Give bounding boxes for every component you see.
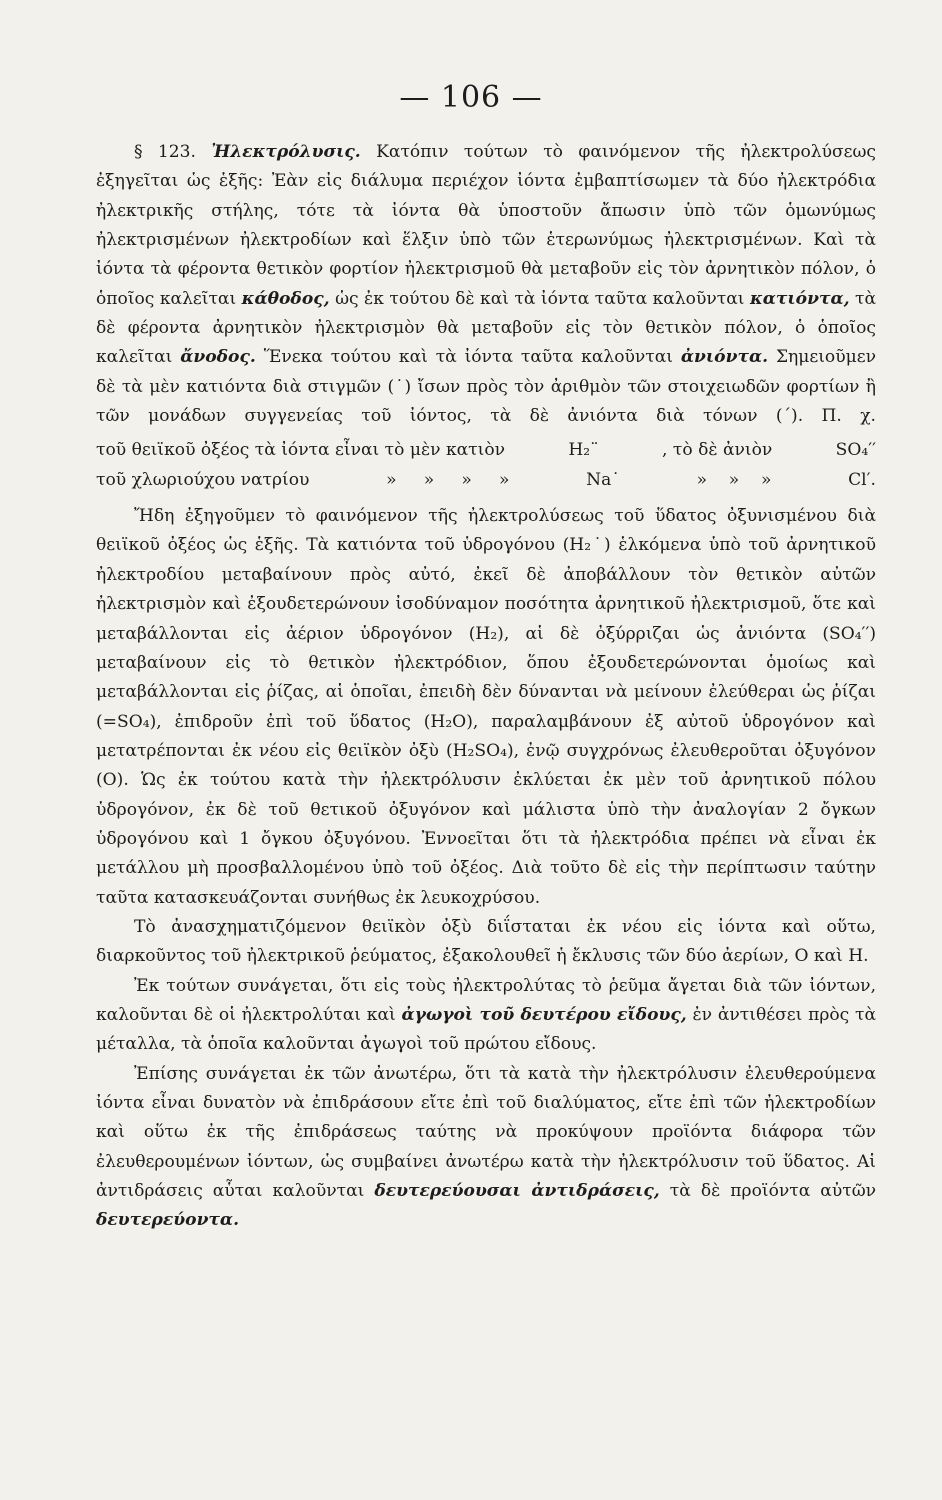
section-title: Ἠλεκτρόλυσις. [211,142,361,162]
term-second-kind-conductors: ἀγωγοὶ τοῦ δευτέρου εἴδους, [401,1004,687,1025]
example-row-sulfuric: τοῦ θειϊκοῦ ὀξέος τὰ ἰόντα εἶναι τὸ μὲν κατιὸν H₂¨ , τὸ δὲ ἀνιὸν SO₄′′ [96,436,876,465]
paragraph-conductors: Ἐκ τούτων συνάγεται, ὅτι εἰς τοὺς ἠλεκτρολύτας τὸ ῥεῦμα ἄγεται διὰ τῶν ἰόντων, καλοῦνται δὲ οἱ ἠλεκτρολύται καὶ ἀγωγοὶ τοῦ δευτέρου εἴδους, ἐν ἀντιθέσει πρὸς τὰ μέταλλα, τὰ ὁποῖα καλοῦνται ἀγωγοὶ τοῦ πρώτου εἴδους. [96,975,877,1055]
term-cations: κατιόντα, [749,288,850,309]
page-text [96,138,876,1236]
example-row-nacl: τοῦ χλωριούχου νατρίου » » » » Na˙ » » » Cl′. [96,466,876,495]
term-anode: ἄνοδος. [180,347,256,368]
section-paragraph: § 123. Ἠλεκτρόλυσις. Κατόπιν τούτων τὸ φαινόμενον τῆς ἠλεκτρολύσεως ἐξηγεῖται ὡς ἑξῆς: Ἐὰν εἰς διάλυμα περιέχον ἰόντα ἐμβαπτίσωμεν τὰ δύο ἠλεκτρόδια ἠλεκτρικῆς στήλης, τότε τὰ ἰόντα θὰ ὑποστοῦν ἄπωσιν ὑπὸ τῶν ὁμωνύμως ἠλεκτρισμένων ἠλεκτροδίων καὶ ἕλξιν ὑπὸ τῶν ἑτερωνύμως ἠλεκτρισμένων. Καὶ τὰ ἰόντα τὰ φέροντα θετικὸν φορτίον ἠλεκτρισμοῦ θὰ μεταβοῦν εἰς τὸν ἀρνητικὸν πόλον, ὁ ὁποῖος καλεῖται κάθοδος, ὡς ἐκ τούτου δὲ καὶ τὰ ἰόντα ταῦτα καλοῦνται κατιόντα, τὰ δὲ φέροντα ἀρνητικὸν ἠλεκτρισμὸν θὰ μεταβοῦν εἰς τὸν θετικὸν πόλον, ὁ ὁποῖος καλεῖται ἄνοδος. Ἕνεκα τούτου καὶ τὰ ἰόντα ταῦτα καλοῦνται ἀνιόντα. Σημειοῦμεν δὲ τὰ μὲν κατιόντα διὰ στιγμῶν (˙) ἴσων πρὸς τὸν ἀριθμὸν τῶν στοιχειωδῶν φορτίων ἢ τῶν μονάδων συγγενείας τοῦ ἰόντος, τὰ δὲ ἀνιόντα διὰ τόνων (΄). Π. χ. [96,142,877,427]
formula-h2: H₂¨ [568,440,599,461]
term-cathode: κάθοδος, [241,288,330,309]
formula-cl: Cl′. [848,469,876,490]
term-secondary-products: δευτερεύοντα. [96,1210,240,1231]
section-number: § 123. [134,142,196,162]
term-secondary-reactions: δευτερεύουσαι ἀντιδράσεις, [374,1181,660,1202]
term-anions: ἀνιόντα. [680,347,769,368]
formula-so4: SO₄′′ [835,440,876,461]
paragraph-secondary-reactions: Ἐπίσης συνάγεται ἐκ τῶν ἀνωτέρω, ὅτι τὰ κατὰ τὴν ἠλεκτρόλυσιν ἐλευθερούμενα ἰόντα εἶναι δυνατὸν νὰ ἐπιδράσουν εἴτε ἐπὶ τοῦ διαλύματος, εἴτε ἐπὶ τῶν ἠλεκτροδίων καὶ οὕτω ἐκ τῆς ἐπιδράσεως ταύτης νὰ προκύψουν προϊόντα διάφορα τῶν ἐλευθερουμένων ἰόντων, ὡς συμβαίνει ἀνωτέρω κατὰ τὴν ἠλεκτρόλυσιν τοῦ ὕδατος. Αἱ ἀντιδράσεις αὗται καλοῦνται δευτερεύουσαι ἀντιδράσεις, τὰ δὲ προϊόντα αὐτῶν δευτερεύοντα. [96,1063,877,1231]
formula-na: Na˙ [586,469,620,490]
paragraph-water-electrolysis: Ἤδη ἐξηγοῦμεν τὸ φαινόμενον τῆς ἠλεκτρολύσεως τοῦ ὕδατος ὀξυνισμένου διὰ θειϊκοῦ ὀξέος ὡς ἑξῆς. Τὰ κατιόντα τοῦ ὑδρογόνου (H₂˙) ἑλκόμενα ὑπὸ τοῦ ἀρνητικοῦ ἠλεκτροδίου μεταβαίνουν πρὸς αὐτό, ἐκεῖ δὲ ἀποβάλλουν τὸν θετικὸν αὐτῶν ἠλεκτρισμὸν καὶ ἐξουδετερώνουν ἰσοδύναμον ποσότητα ἀρνητικοῦ ἠλεκτρισμοῦ, ὅτε καὶ μεταβάλλονται εἰς ἀέριον ὑδρογόνον (H₂), αἱ δὲ ὀξύρριζαι ὡς ἀνιόντα (SO₄′′) μεταβαίνουν εἰς τὸ θετικὸν ἠλεκτρόδιον, ὅπου ἐξουδετερώνονται ὁμοίως καὶ μεταβάλλονται εἰς ῥίζας, αἱ ὁποῖαι, ἐπειδὴ δὲν δύνανται νὰ μείνουν ἐλεύθεραι ὡς ῥίζαι (=SO₄), ἐπιδροῦν ἐπὶ τοῦ ὕδατος (H₂O), παραλαμβάνουν ἐξ αὐτοῦ ὑδρογόνον καὶ μετατρέπονται ἐκ νέου εἰς θειϊκὸν ὀξὺ (H₂SO₄), ἐνῷ συγχρόνως ἐλευθεροῦται ὀξυγόνον (O). Ὡς ἐκ τούτου κατὰ τὴν ἠλεκτρόλυσιν ἐκλύεται ἐκ μὲν τοῦ ἀρνητικοῦ πόλου ὑδρογόνον, ἐκ δὲ τοῦ θετικοῦ ὀξυγόνον καὶ μάλιστα ὑπὸ τὴν ἀναλογίαν 2 ὄγκων ὑδρογόνου καὶ 1 ὄγκου ὀξυγόνου. Ἐννοεῖται ὅτι τὰ ἠλεκτρόδια πρέπει νὰ εἶναι ἐκ μετάλλου μὴ προσβαλλομένου ὑπὸ τοῦ ὀξέος. Διὰ τοῦτο δὲ εἰς τὴν περίπτωσιν ταύτην ταῦτα κατασκευάζονται συνήθως ἐκ λευκοχρύσου. [96,506,876,908]
page-number: — 106 — [399,80,543,115]
paragraph-reformation: Τὸ ἀνασχηματιζόμενον θειϊκὸν ὀξὺ διΐσταται ἐκ νέου εἰς ἰόντα καὶ οὕτω, διαρκοῦντος τοῦ ἠλεκτρικοῦ ῥεύματος, ἐξακολουθεῖ ἡ ἔκλυσις τῶν δύο ἀερίων, O καὶ H. [96,916,876,967]
